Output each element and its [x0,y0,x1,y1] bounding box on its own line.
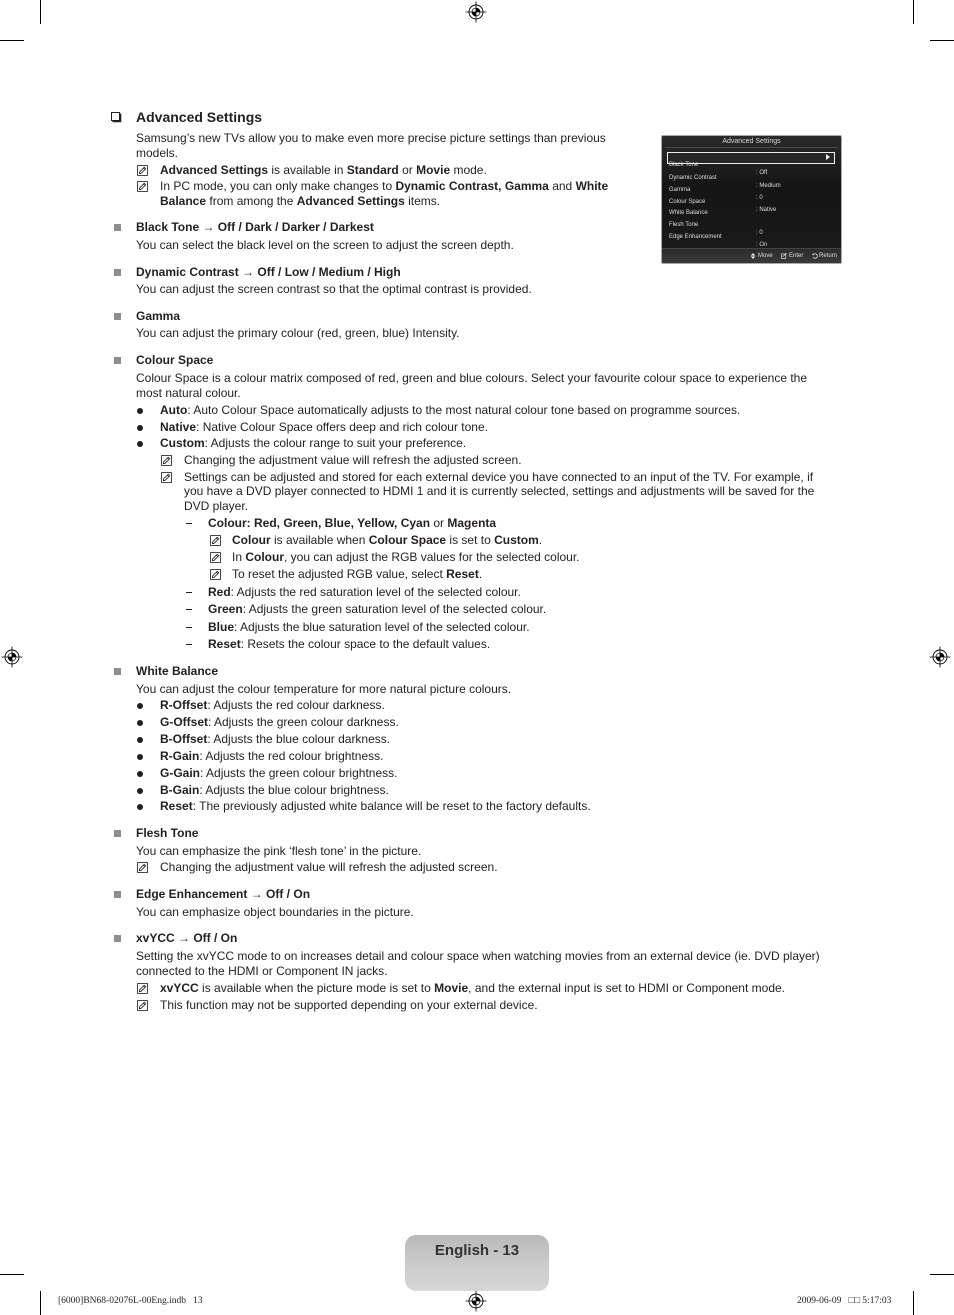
list-item-reset [160,799,591,814]
menu-footer-enter: Enter [789,253,804,259]
intro-note-line [160,179,608,194]
list-item-g-gain [160,766,397,781]
bold-text-run: Advanced Settings [160,163,269,177]
note-icon-glyph [138,166,148,176]
round-bullet-icon [137,737,143,743]
round-bullet-icon [137,703,143,709]
crop-mark-top-left-vertical [40,0,41,24]
list-item-custom [160,436,466,451]
text-run: : Adjusts the blue colour brightness. [199,783,389,797]
menu-row-black-tone [662,153,841,176]
note-icon-glyph [138,984,148,994]
note-icon [137,181,148,192]
bold-text-run: B-Offset [160,732,208,746]
text-run: : Adjusts the colour range to suit your preference. [204,436,467,450]
section-desc-gamma: You can adjust the primary colour (red, green, blue) Intensity. [136,326,460,340]
menu-row-label: Gamma [669,187,691,193]
text-run: is set to [446,533,495,547]
text-run: from among the [206,194,297,208]
bold-text-run: Reset [160,799,193,813]
checkbox-icon [111,112,122,123]
registration-mark-icon [929,646,951,668]
sub-item-reset [208,637,490,652]
round-bullet-icon [137,804,143,810]
text-run: : Adjusts the green colour brightness. [200,766,398,780]
text-run: : Adjusts the green saturation level of the selected colour. [242,602,547,616]
bold-text-run: G-Offset [160,715,208,729]
intro-text-line: models. [136,146,179,160]
advanced-settings-menu-screenshot [661,135,842,264]
crop-mark-bottom-left-horizontal [0,1274,24,1275]
note-line: you have a DVD player connected to HDMI 1 and it is currently selected, settings and adjustments will be saved for the [184,484,815,498]
bold-text-run: R-Offset [160,698,208,712]
text-run: : Native Colour Space offers deep and rich colour tone. [196,420,488,434]
note-line: DVD player. [184,499,249,513]
registration-mark-icon [1,646,23,668]
text-run: : Auto Colour Space automatically adjusts to the most natural colour tone based on programme sources. [187,403,741,417]
text-run: , you can adjust the RGB values for the selected colour. [284,550,580,564]
page-number-tab [405,1235,549,1291]
menu-row-label: Edge Enhancement [669,234,722,240]
move-icon-shape [751,253,756,259]
round-bullet-icon [137,425,143,431]
text-run: is available in [268,163,347,177]
return-icon [812,253,818,259]
text-run: : Adjusts the red saturation level of the selected colour. [230,585,521,599]
text-run: items. [404,194,441,208]
menu-row-label: Colour Space [669,199,706,205]
page-section-heading: Advanced Settings [136,109,263,125]
text-run: is available when [270,533,369,547]
dash-bullet-icon [186,627,192,628]
registration-mark-glyph [466,1291,487,1312]
section-title-xvycc: xvYCC → Off / On [136,931,238,945]
registration-mark-glyph [930,647,951,668]
section-desc-colour-space: most natural colour. [136,386,241,400]
dash-bullet-icon [186,644,192,645]
note-icon [161,455,172,466]
menu-row-edge-enhancement [662,225,841,248]
note-icon-glyph [138,863,148,873]
round-bullet-icon [137,408,143,414]
list-item-b-offset [160,732,390,747]
bold-text-run: Colour [245,550,285,564]
print-file-info: [6000]BN68-02076L-00Eng.indb 13 [58,1296,203,1306]
menu-row-flesh-tone [662,213,841,236]
note-icon-glyph [162,456,172,466]
section-title-white-balance: White Balance [136,664,219,678]
dash-bullet-icon [186,523,192,524]
text-run: This function may not be supported depending on your external device. [160,998,538,1012]
bold-text-run: Standard [346,163,399,177]
note-icon [161,472,172,483]
bold-text-run: White [575,179,609,193]
list-item-r-gain [160,749,383,764]
bold-text-run: Custom [494,533,539,547]
text-run: : The previously adjusted white balance will be reset to the factory defaults. [192,799,591,813]
list-item-b-gain [160,783,389,798]
text-run: or [430,516,448,530]
crop-mark-top-left-horizontal [0,40,24,41]
menu-row-value: : Off [756,170,768,176]
note-icon-glyph [211,536,221,546]
crop-mark-bottom-right-horizontal [930,1274,954,1275]
note-icon [210,569,221,580]
menu-footer-return: Return [819,253,838,259]
text-run: or [398,163,417,177]
list-item-g-offset [160,715,399,730]
section-desc-xvycc: Setting the xvYCC mode to on increases detail and colour space when watching movies from an external device (ie. DVD player) [136,949,820,963]
intro-text-line: Samsung’s new TVs allow you to make even more precise picture settings than previous [136,131,606,145]
bold-text-run: xvYCC [160,981,199,995]
page-number-label: English - 13 [434,1242,520,1259]
menu-row-dynamic-contrast [662,166,841,189]
square-bullet-icon [114,357,121,364]
bold-text-run: Native [160,420,197,434]
square-bullet-icon [114,935,121,942]
sub-item-colour [208,516,496,531]
bold-text-run: Advanced Settings [296,194,405,208]
registration-mark-glyph [2,647,23,668]
note-line: Settings can be adjusted and stored for each external device you have connected to an input of the TV. For example, if [184,470,814,484]
checkbox-box [112,113,120,121]
section-title-colour-space: Colour Space [136,353,214,367]
intro-note-line [160,163,487,178]
text-run: : Adjusts the blue colour darkness. [207,732,391,746]
square-bullet-icon [114,224,121,231]
bold-text-run: B-Gain [160,783,200,797]
bold-text-run: R-Gain [160,749,200,763]
menu-row-label: Black Tone [669,162,699,168]
text-run: mode. [450,163,487,177]
note-icon-glyph [162,473,172,483]
bold-text-run: Magenta [447,516,497,530]
menu-row-value: : 0 [756,230,763,236]
note-line [160,981,785,996]
sub-item-green [208,602,546,617]
text-run: : Adjusts the blue saturation level of the selected colour. [234,620,530,634]
round-bullet-icon [137,754,143,760]
bold-text-run: Colour [232,533,271,547]
dash-bullet-icon [186,592,192,593]
text-run: and [548,179,576,193]
section-title-gamma: Gamma [136,309,181,323]
section-desc-flesh-tone: You can emphasize the pink ‘flesh tone’ in the picture. [136,844,422,858]
menu-title: Advanced Settings [722,138,781,145]
note-icon [137,1000,148,1011]
menu-title-divider [665,147,838,148]
menu-row-value: : 0 [756,195,763,201]
note-icon-glyph [138,1001,148,1011]
text-run: : Resets the colour space to the default values. [240,637,491,651]
text-run: : Adjusts the red colour brightness. [199,749,384,763]
return-icon-head [812,254,814,256]
note-icon [210,552,221,563]
text-run: : Adjusts the green colour darkness. [208,715,399,729]
list-item-native [160,420,488,435]
enter-icon [781,253,787,259]
print-timestamp: 2009-06-09 □□ 5:17:03 [797,1296,892,1306]
note-icon-glyph [211,553,221,563]
section-desc-colour-space: Colour Space is a colour matrix composed of red, green and blue colours. Select your favourite colour space to experience the [136,371,808,385]
menu-row-value: : On [756,242,768,248]
square-bullet-icon [114,891,121,898]
note-line [232,567,482,582]
bold-text-run: G-Gain [160,766,201,780]
section-desc-edge-enhancement: You can emphasize object boundaries in the picture. [136,905,414,919]
section-desc-xvycc: connected to the HDMI or Component IN jacks. [136,964,388,978]
square-bullet-icon [114,313,121,320]
bold-text-run: Dynamic Contrast, Gamma [395,179,549,193]
square-bullet-icon [114,668,121,675]
section-title-edge-enhancement: Edge Enhancement → Off / On [136,887,311,901]
text-run: In [232,550,246,564]
menu-footer-bar [662,248,841,264]
text-run: To reset the adjusted RGB value, select [232,567,447,581]
note-line: Changing the adjustment value will refresh the adjusted screen. [184,453,522,467]
round-bullet-icon [137,788,143,794]
note-icon [137,862,148,873]
note-line [232,533,542,548]
menu-row-label: Flesh Tone [669,222,699,228]
arrow-right-icon [826,154,830,160]
note-line: Changing the adjustment value will refresh the adjusted screen. [160,860,498,874]
sub-item-blue [208,620,530,635]
menu-footer-move: Move [758,253,773,259]
registration-mark-icon [465,1,487,23]
text-run: : Adjusts the red colour darkness. [207,698,385,712]
section-desc-black-tone: You can select the black level on the screen to adjust the screen depth. [136,238,514,252]
move-icon [750,253,756,259]
bold-text-run: Blue [208,620,235,634]
crop-mark-bottom-right-vertical [913,1291,914,1315]
section-desc-dynamic-contrast: You can adjust the screen contrast so that the optimal contrast is provided. [136,282,532,296]
bold-text-run: Reset [208,637,241,651]
crop-mark-top-right-vertical [913,0,914,24]
text-run: . [538,533,543,547]
sub-item-red [208,585,521,600]
bold-text-run: Colour: Red, Green, Blue, Yellow, Cyan [208,516,431,530]
bold-text-run: Balance [160,194,207,208]
bold-text-run: Movie [434,981,469,995]
note-line [160,998,538,1013]
menu-row-value: : Native [756,207,777,213]
menu-row-label: White Balance [669,210,708,216]
bold-text-run: Red [208,585,231,599]
text-run: In PC mode, you can only make changes to [160,179,396,193]
note-icon-glyph [138,182,148,192]
text-run: is available when the picture mode is set to [198,981,435,995]
list-item-auto [160,403,740,418]
intro-note-line [160,194,440,209]
round-bullet-icon [137,720,143,726]
bold-text-run: Green [208,602,243,616]
bold-text-run: Colour Space [368,533,447,547]
section-title-flesh-tone: Flesh Tone [136,826,199,840]
note-icon [137,165,148,176]
bold-text-run: Custom [160,436,205,450]
registration-mark-icon [465,1290,487,1312]
section-desc-white-balance: You can adjust the colour temperature for more natural picture colours. [136,682,512,696]
note-icon [137,983,148,994]
note-icon [210,535,221,546]
crop-mark-bottom-left-vertical [40,1291,41,1315]
bold-text-run: Reset [446,567,479,581]
bold-text-run: Auto [160,403,188,417]
crop-mark-top-right-horizontal [930,40,954,41]
list-item-r-offset [160,698,385,713]
text-run: . [478,567,483,581]
square-bullet-icon [114,269,121,276]
bold-text-run: Movie [416,163,451,177]
registration-mark-glyph [466,2,487,23]
menu-row-value: : Medium [756,183,781,189]
dash-bullet-icon [186,609,192,610]
section-title-black-tone: Black Tone → Off / Dark / Darker / Darkest [136,220,374,234]
note-line [232,550,580,565]
note-icon-glyph [211,570,221,580]
round-bullet-icon [137,441,143,447]
menu-row-gamma [662,178,841,201]
section-title-dynamic-contrast: Dynamic Contrast → Off / Low / Medium / High [136,265,401,279]
menu-row-label: Dynamic Contrast [669,175,717,181]
round-bullet-icon [137,771,143,777]
square-bullet-icon [114,830,121,837]
text-run: , and the external input is set to HDMI or Component mode. [468,981,785,995]
